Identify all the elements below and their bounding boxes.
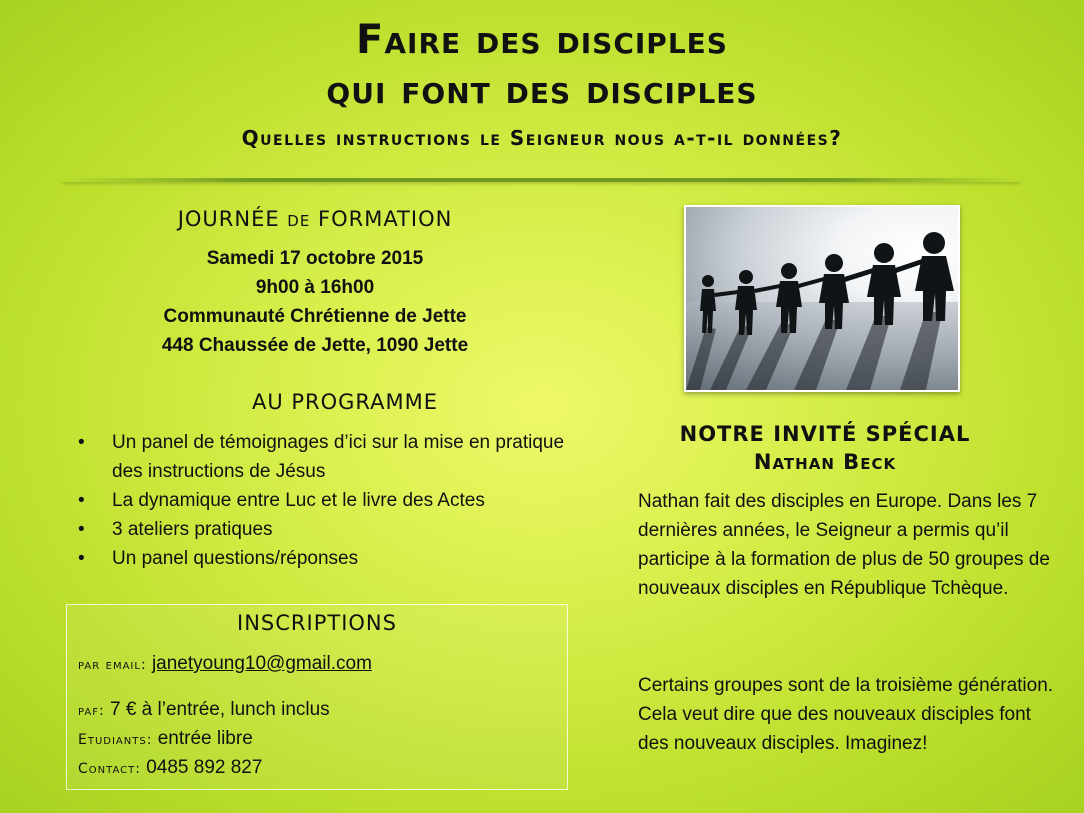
students-row bbox=[78, 728, 253, 750]
students-value: entrée libre bbox=[157, 728, 253, 749]
guest-heading bbox=[620, 420, 1030, 476]
title-line-1: Faire des disciples bbox=[356, 17, 728, 63]
email-label: par email: bbox=[78, 657, 147, 673]
title-line-2: qui font des disciples bbox=[326, 67, 758, 113]
contact-row bbox=[78, 757, 262, 779]
event-date: Samedi 17 octobre 2015 bbox=[206, 248, 424, 269]
inscriptions-heading: INSCRIPTIONS bbox=[237, 611, 397, 635]
subtitle: Quelles instructions le Seigneur nous a-t-il données? bbox=[241, 126, 843, 150]
guest-paragraph-2: Certains groupes sont de la troisième génération. Cela veut dire que des nouveaux disciples font des nouveaux disciples. Imaginez! bbox=[638, 675, 1054, 754]
inscriptions-box bbox=[66, 604, 568, 790]
guest-title: NOTRE INVITÉ SPÉCIAL bbox=[679, 422, 971, 446]
contact-label: Contact: bbox=[78, 761, 141, 777]
paf-label: paf: bbox=[78, 703, 105, 719]
contact-value: 0485 892 827 bbox=[146, 757, 263, 778]
programme-item: • La dynamique entre Luc et le livre des Actes bbox=[68, 486, 578, 515]
programme-item: • Un panel questions/réponses bbox=[68, 544, 578, 573]
guest-paragraph-1: Nathan fait des disciples en Europe. Dans les 7 dernières années, le Seigneur a permis qu’il participe à la formation de plus de 50 groupes de nouveaux disciples en République Tchèque. bbox=[638, 491, 1050, 599]
email-link[interactable]: janetyoung10@gmail.com bbox=[151, 653, 372, 674]
event-heading: JOURNÉE de FORMATION bbox=[177, 207, 453, 231]
guest-name: Nathan Beck bbox=[753, 450, 897, 474]
students-label: Etudiants: bbox=[78, 732, 153, 748]
paf-value: 7 € à l’entrée, lunch inclus bbox=[109, 699, 330, 720]
people-chain-icon bbox=[686, 207, 958, 390]
event-venue: Communauté Chrétienne de Jette bbox=[163, 306, 467, 327]
event-time: 9h00 à 16h00 bbox=[255, 277, 375, 298]
programme-list bbox=[68, 428, 578, 573]
paf-row bbox=[78, 699, 330, 721]
programme-heading: AU PROGRAMME bbox=[251, 390, 439, 414]
divider bbox=[62, 178, 1020, 182]
email-row bbox=[78, 653, 372, 675]
people-holding-hands-photo bbox=[684, 205, 960, 392]
programme-item: • Un panel de témoignages d’ici sur la mise en pratique des instructions de Jésus bbox=[68, 428, 578, 486]
programme-item: • 3 ateliers pratiques bbox=[68, 515, 578, 544]
event-address: 448 Chaussée de Jette, 1090 Jette bbox=[161, 335, 469, 356]
